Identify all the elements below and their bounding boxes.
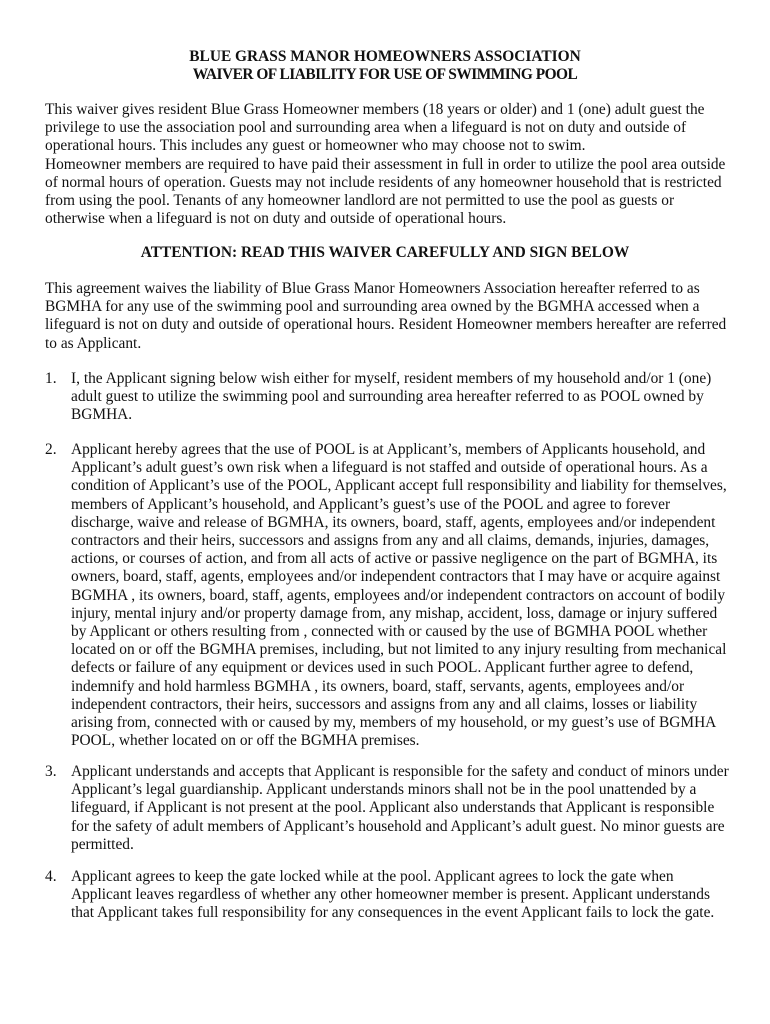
document-subtitle: WAIVER OF LIABILITY FOR USE OF SWIMMING POOL	[192, 66, 578, 83]
list-item-number: 3.	[45, 763, 57, 780]
list-item-number: 2.	[45, 441, 57, 458]
list-item-text: I, the Applicant signing below wish either for myself, resident members of my household and/or 1 (one) adult guest to utilize the swimming pool and surrounding area hereafter referred to as POOL owned by BGMHA.	[71, 370, 712, 424]
list-item-number: 4.	[45, 868, 57, 885]
intro-paragraph-1: This waiver gives resident Blue Grass Homeowner members (18 years or older) and 1 (one) adult guest the privilege to use the association pool and surrounding area when a lifeguard is not on duty and outside of operational hours. This includes any guest or homeowner who may choose not to swim.	[45, 101, 705, 155]
agreement-paragraph	[45, 280, 735, 353]
list-item-text: Applicant agrees to keep the gate locked while at the pool. Applicant agrees to lock the gate when Applicant leaves regardless of whether any other homeowner member is present. Applicant understands that Applicant takes full responsibility for any consequences in the event Applicant fails to lock the gate.	[71, 868, 715, 922]
document-title: BLUE GRASS MANOR HOMEOWNERS ASSOCIATION	[189, 48, 581, 65]
list-item-text: Applicant understands and accepts that Applicant is responsible for the safety and conduct of minors under Applicant’s legal guardianship. Applicant understands minors shall not be in the pool unattended by a lifeguard, if Applicant is not present at the pool. Applicant also understands that Applicant is responsible for the safety of adult members of Applicant’s household and Applicant’s adult guest. No minor guests are permitted.	[71, 763, 729, 853]
intro-section	[45, 101, 735, 228]
intro-paragraph-2: Homeowner members are required to have paid their assessment in full in order to utilize the pool area outside of normal hours of operation. Guests may not include residents of any homeowner household that is restricted from using the pool. Tenants of any homeowner landlord are not permitted to use the pool as guests or otherwise when a lifeguard is not on duty and outside of operational hours.	[45, 155, 726, 228]
agreement-text: This agreement waives the liability of Blue Grass Manor Homeowners Association hereafter referred to as BGMHA for any use of the swimming pool and surrounding area owned by the BGMHA accessed when a lifeguard is not on duty and outside of operational hours. Resident Homeowner members hereafter are referred to as Applicant.	[45, 280, 727, 352]
attention-heading: ATTENTION: READ THIS WAIVER CAREFULLY AND SIGN BELOW	[140, 244, 630, 261]
list-item-text: Applicant hereby agrees that the use of POOL is at Applicant’s, members of Applicants household, and Applicant’s adult guest’s own risk when a lifeguard is not staffed and outside of operational hours. As a condition of Applicant’s use of the POOL, Applicant accept full responsibility and liability for themselves, members of Applicant’s household, and Applicant’s guest’s use of the POOL and agree to forever discharge, waive and release of BGMHA, its owners, board, staff, agents, employees and/or independent contractors and their heirs, successors and assigns from any and all claims, demands, injuries, damages, actions, or courses of action, and from all acts of active or passive negligence on the part of BGMHA, its owners, board, staff, agents, employees and/or independent contractors that I may have or acquire against BGMHA , its owners, board, staff, agents, employees and/or independent contractors on account of bodily injury, mental injury and/or property damage from, any mishap, accident, loss, damage or injury suffered by Applicant or others resulting from , connected with or caused by the use of BGMHA POOL whether located on or off the BGMHA premises, including, but not limited to any injury resulting from mechanical defects or failure of any equipment or devices used in such POOL. Applicant further agree to defend, indemnify and hold harmless BGMHA , its owners, board, staff, servants, agents, employees and/or independent contractors, their heirs, successors and assigns from any and all claims, losses or liability arising from, connected with or caused by my, members of my household, or my guest’s use of BGMHA POOL, whether located on or off the BGMHA premises.	[71, 441, 727, 750]
list-item-number: 1.	[45, 370, 57, 387]
